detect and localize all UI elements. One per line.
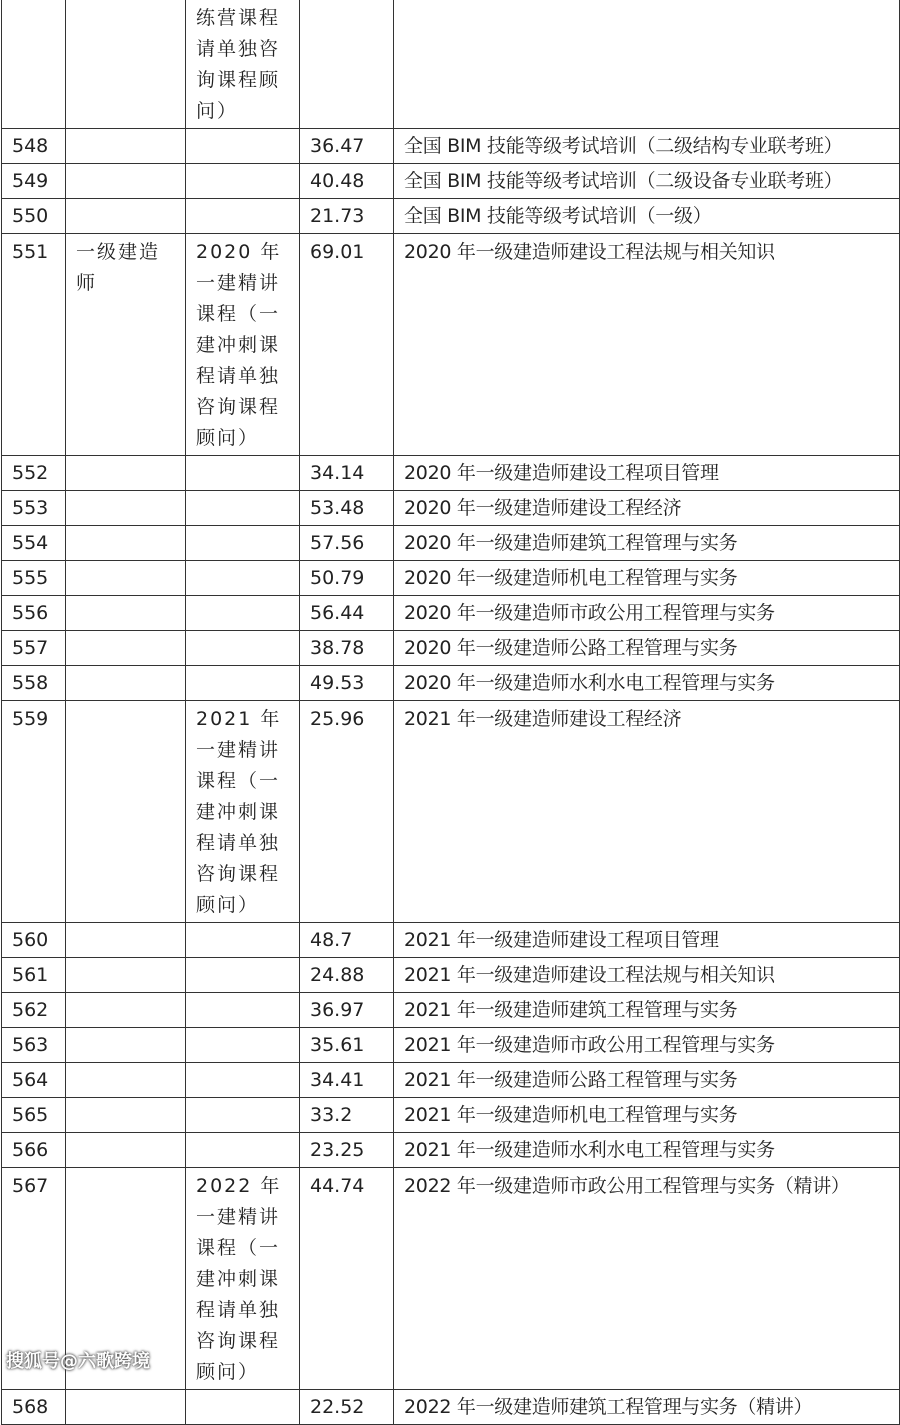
course-name-cell: 2022 年一级建造师建筑工程管理与实务（精讲） — [394, 1390, 900, 1425]
price-cell: 34.14 — [300, 456, 394, 491]
course-name-cell: 2020 年一级建造师建筑工程管理与实务 — [394, 526, 900, 561]
price-cell — [300, 0, 394, 129]
price-cell: 40.48 — [300, 164, 394, 199]
course-name-cell: 2020 年一级建造师建设工程经济 — [394, 491, 900, 526]
category-cell: 一级建造师 — [66, 234, 186, 456]
subcategory-cell — [186, 666, 300, 701]
subcategory-cell — [186, 923, 300, 958]
category-cell — [66, 666, 186, 701]
price-cell: 53.48 — [300, 491, 394, 526]
row-number-cell: 548 — [2, 129, 66, 164]
row-number-cell: 557 — [2, 631, 66, 666]
watermark: 搜狐号@六歌跨境 — [6, 1351, 150, 1372]
row-number-cell: 554 — [2, 526, 66, 561]
row-number-cell: 568 — [2, 1390, 66, 1425]
table-row — [2, 993, 900, 1028]
row-number-cell: 559 — [2, 701, 66, 923]
category-cell — [66, 596, 186, 631]
row-number-cell: 553 — [2, 491, 66, 526]
table-row — [2, 0, 900, 129]
course-name-cell: 2021 年一级建造师公路工程管理与实务 — [394, 1063, 900, 1098]
row-number-cell: 552 — [2, 456, 66, 491]
category-cell — [66, 164, 186, 199]
table-row — [2, 199, 900, 234]
course-name-cell: 2021 年一级建造师建筑工程管理与实务 — [394, 993, 900, 1028]
category-cell — [66, 561, 186, 596]
table-row — [2, 958, 900, 993]
category-cell — [66, 1133, 186, 1168]
category-cell — [66, 199, 186, 234]
price-cell: 49.53 — [300, 666, 394, 701]
price-cell: 25.96 — [300, 701, 394, 923]
price-cell: 48.7 — [300, 923, 394, 958]
subcategory-cell — [186, 456, 300, 491]
price-cell: 56.44 — [300, 596, 394, 631]
course-name-cell: 2020 年一级建造师建设工程法规与相关知识 — [394, 234, 900, 456]
course-price-table — [1, 0, 900, 1425]
price-cell: 34.41 — [300, 1063, 394, 1098]
course-name-cell: 2020 年一级建造师市政公用工程管理与实务 — [394, 596, 900, 631]
row-number-cell: 565 — [2, 1098, 66, 1133]
row-number-cell: 555 — [2, 561, 66, 596]
subcategory-cell: 2021 年一建精讲课程（一建冲刺课程请单独咨询课程顾问） — [186, 701, 300, 923]
price-cell: 36.97 — [300, 993, 394, 1028]
price-cell: 44.74 — [300, 1168, 394, 1390]
course-name-cell: 2020 年一级建造师机电工程管理与实务 — [394, 561, 900, 596]
category-cell — [66, 958, 186, 993]
row-number-cell: 556 — [2, 596, 66, 631]
table-row — [2, 1028, 900, 1063]
row-number-cell: 550 — [2, 199, 66, 234]
table-body — [2, 0, 900, 1425]
category-cell — [66, 631, 186, 666]
category-cell — [66, 0, 186, 129]
price-cell: 23.25 — [300, 1133, 394, 1168]
price-cell: 24.88 — [300, 958, 394, 993]
table-row — [2, 1063, 900, 1098]
table-row — [2, 234, 900, 456]
category-cell — [66, 923, 186, 958]
table-row — [2, 1133, 900, 1168]
price-cell: 22.52 — [300, 1390, 394, 1425]
subcategory-cell — [186, 129, 300, 164]
course-name-cell: 2021 年一级建造师建设工程经济 — [394, 701, 900, 923]
subcategory-cell — [186, 596, 300, 631]
table-row — [2, 666, 900, 701]
course-name-cell: 2021 年一级建造师水利水电工程管理与实务 — [394, 1133, 900, 1168]
table-row — [2, 561, 900, 596]
row-number-cell: 564 — [2, 1063, 66, 1098]
table-row — [2, 1098, 900, 1133]
course-name-cell: 2021 年一级建造师市政公用工程管理与实务 — [394, 1028, 900, 1063]
category-cell — [66, 129, 186, 164]
price-cell: 33.2 — [300, 1098, 394, 1133]
course-name-cell: 全国 BIM 技能等级考试培训（二级设备专业联考班） — [394, 164, 900, 199]
category-cell — [66, 1028, 186, 1063]
subcategory-cell — [186, 1133, 300, 1168]
category-cell — [66, 491, 186, 526]
subcategory-cell — [186, 199, 300, 234]
course-name-cell: 2020 年一级建造师建设工程项目管理 — [394, 456, 900, 491]
category-cell — [66, 1063, 186, 1098]
row-number-cell: 560 — [2, 923, 66, 958]
table-row — [2, 456, 900, 491]
row-number-cell — [2, 0, 66, 129]
subcategory-cell — [186, 631, 300, 666]
course-name-cell: 全国 BIM 技能等级考试培训（一级） — [394, 199, 900, 234]
row-number-cell: 561 — [2, 958, 66, 993]
category-cell — [66, 526, 186, 561]
table-row — [2, 491, 900, 526]
price-cell: 50.79 — [300, 561, 394, 596]
row-number-cell: 549 — [2, 164, 66, 199]
subcategory-cell — [186, 1063, 300, 1098]
table-row — [2, 1390, 900, 1425]
table-row — [2, 701, 900, 923]
row-number-cell: 562 — [2, 993, 66, 1028]
course-name-cell: 2020 年一级建造师水利水电工程管理与实务 — [394, 666, 900, 701]
table-row — [2, 164, 900, 199]
price-cell: 57.56 — [300, 526, 394, 561]
subcategory-cell: 2022 年一建精讲课程（一建冲刺课程请单独咨询课程顾问） — [186, 1168, 300, 1390]
course-name-cell: 2021 年一级建造师建设工程法规与相关知识 — [394, 958, 900, 993]
price-cell: 21.73 — [300, 199, 394, 234]
row-number-cell: 566 — [2, 1133, 66, 1168]
subcategory-cell — [186, 1028, 300, 1063]
course-name-cell: 2021 年一级建造师机电工程管理与实务 — [394, 1098, 900, 1133]
subcategory-cell — [186, 1098, 300, 1133]
category-cell — [66, 701, 186, 923]
price-cell: 35.61 — [300, 1028, 394, 1063]
subcategory-cell — [186, 526, 300, 561]
category-cell — [66, 456, 186, 491]
row-number-cell: 567 — [2, 1168, 66, 1390]
course-name-cell: 全国 BIM 技能等级考试培训（二级结构专业联考班） — [394, 129, 900, 164]
subcategory-cell — [186, 491, 300, 526]
subcategory-cell — [186, 561, 300, 596]
category-cell — [66, 1098, 186, 1133]
row-number-cell: 551 — [2, 234, 66, 456]
table-row — [2, 923, 900, 958]
course-name-cell: 2020 年一级建造师公路工程管理与实务 — [394, 631, 900, 666]
price-cell: 69.01 — [300, 234, 394, 456]
subcategory-cell — [186, 993, 300, 1028]
course-name-cell: 2022 年一级建造师市政公用工程管理与实务（精讲） — [394, 1168, 900, 1390]
subcategory-cell — [186, 958, 300, 993]
row-number-cell: 558 — [2, 666, 66, 701]
course-name-cell — [394, 0, 900, 129]
category-cell — [66, 1390, 186, 1425]
table-row — [2, 631, 900, 666]
price-cell: 38.78 — [300, 631, 394, 666]
table-row — [2, 596, 900, 631]
category-cell — [66, 993, 186, 1028]
row-number-cell: 563 — [2, 1028, 66, 1063]
table-row — [2, 129, 900, 164]
subcategory-cell: 2020 年一建精讲课程（一建冲刺课程请单独咨询课程顾问） — [186, 234, 300, 456]
subcategory-cell — [186, 164, 300, 199]
course-name-cell: 2021 年一级建造师建设工程项目管理 — [394, 923, 900, 958]
subcategory-cell — [186, 1390, 300, 1425]
price-cell: 36.47 — [300, 129, 394, 164]
table-row — [2, 526, 900, 561]
subcategory-cell: 练营课程请单独咨询课程顾问） — [186, 0, 300, 129]
